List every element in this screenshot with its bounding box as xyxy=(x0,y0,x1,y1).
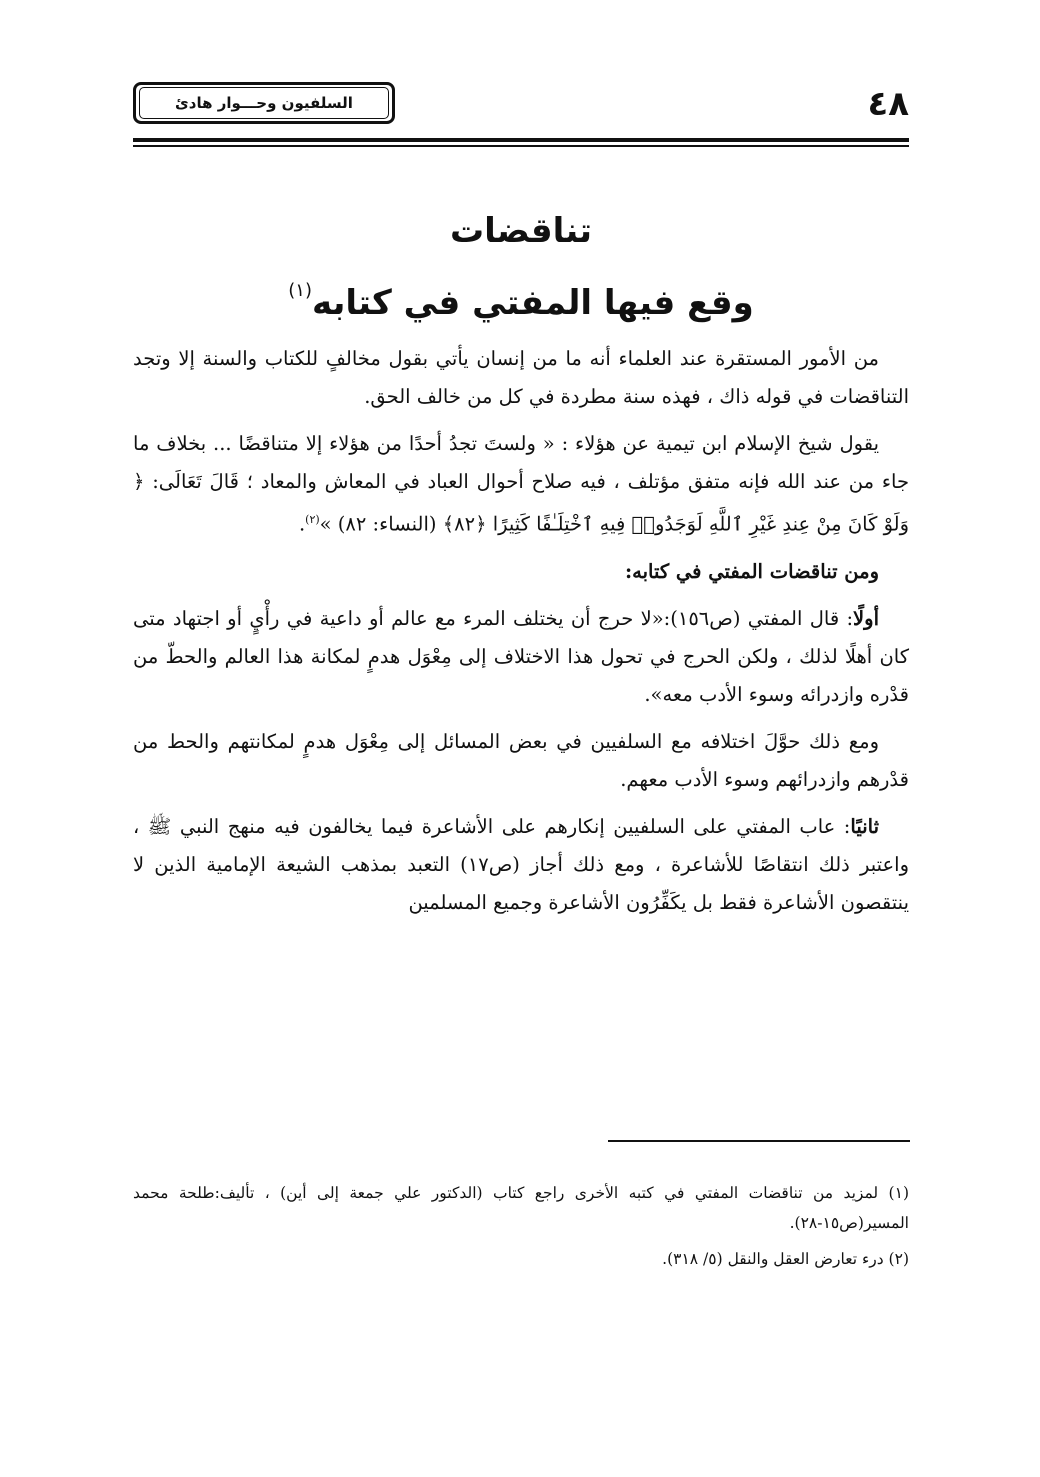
running-title: السلفيون وحـــوار هادئ xyxy=(139,87,389,119)
page-header xyxy=(133,82,909,148)
paragraph-3 xyxy=(133,553,909,591)
chapter-title-line1: تناقضات xyxy=(449,211,593,251)
footnote-2: (٢) درء تعارض العقل والنقل (٥/ ٣١٨). xyxy=(662,1250,909,1268)
point-two-text: : عاب المفتي على السلفيين إنكارهم على الأشاعرة فيما يخالفون فيه منهج النبي ﷺ ، واعتبر ذلك انتقاصًا للأشاعرة ، ومع ذلك أجاز (ص١٧) التعبد بمذهب الشيعة الإمامية الذين لا ينتقصون الأشاعرة فقط بل يكَفِّرُون الأشاعرة وجميع المسلمين xyxy=(133,814,909,914)
main-text xyxy=(133,340,909,931)
footnote-1: (١) لمزيد من تناقضات المفتي في كتبه الأخرى راجع كتاب (الدكتور علي جمعة إلى أين) ، تأليف:طلحة محمد المسير(ص١٥-٢٨). xyxy=(133,1184,909,1232)
paragraph-6 xyxy=(133,808,909,922)
verse-reference: (النساء: ٨٢) » xyxy=(319,512,437,536)
footnote-separator xyxy=(608,1140,910,1142)
footnote-ref-1: (١) xyxy=(288,280,312,301)
paragraph-5: ومع ذلك حوَّلَ اختلافه مع السلفيين في بعض المسائل إلى مِعْوَل هدمٍ لمكانتهم والحط من قدْرهم وازدرائهم وسوء الأدب معهم. xyxy=(133,729,909,791)
section-subheading: ومن تناقضات المفتي في كتابه: xyxy=(624,559,879,583)
point-one-label: أولًا xyxy=(853,606,879,630)
point-one-text: : قال المفتي (ص١٥٦):«لا حرج أن يختلف المرء مع عالم أو داعية في رأْيٍ أو اجتهاد متى كان أهلًا لذلك ، ولكن الحرج في تحول هذا الاختلاف إلى مِعْوَل هدمٍ لمكانة هذا العالم والحطّ من قدْره وازدرائه وسوء الأدب معه». xyxy=(133,606,909,706)
paragraph-1: من الأمور المستقرة عند العلماء أنه ما من إنسان يأتي بقول مخالفٍ للكتاب والسنة إلا وتجد التناقضات في قوله ذاك ، فهذه سنة مطردة في كل من خالف الحق. xyxy=(133,347,909,408)
running-title-box xyxy=(133,82,395,124)
paragraph-2-text: يقول شيخ الإسلام ابن تيمية عن هؤلاء : « ولستَ تجدُ أحدًا من هؤلاء إلا متناقضًا ... بخلاف ما جاء من عند الله فإنه متفق مؤتلف ، فيه صلاح أحوال العباد في المعاش والمعاد ؛ قَالَ تَعَالَى: xyxy=(133,432,910,493)
paragraph-2: يقول شيخ الإسلام ابن تيمية عن هؤلاء : « ولستَ تجدُ أحدًا من هؤلاء إلا متناقضًا ... بخلاف ما جاء من عند الله فإنه متفق مؤتلف ، فيه صلاح أحوال العباد في المعاش والمعاد ؛ قَالَ تَعَالَى: ﴿ وَلَوْ كَانَ مِنْ عِندِ غَيْرِ ٱللَّهِ لَوَجَدُوا۟ فِيهِ ٱخْتِلَـٰفًا كَثِيرًا ﴿٨٢﴾ (النساء: ٨٢) »$^{(٢)}$. xyxy=(133,432,910,536)
point-two-label: ثانيًا xyxy=(850,814,879,838)
chapter-title-text: وقع فيها المفتي في كتابه xyxy=(311,283,754,323)
footnote-ref-2: (٢) xyxy=(305,513,320,526)
quran-verse: ﴿ وَلَوْ كَانَ مِنْ عِندِ غَيْرِ ٱللَّهِ لَوَجَدُوا۟ فِيهِ ٱخْتِلَـٰفًا كَثِيرًا ﴿٨٢﴾ xyxy=(133,470,909,536)
page-number: ٤٨ xyxy=(867,84,909,124)
header-rule-thick xyxy=(133,138,909,142)
footnotes xyxy=(133,1178,909,1280)
header-rule-thin xyxy=(133,145,909,147)
paragraph-4 xyxy=(133,600,909,714)
chapter-title-line2 xyxy=(133,268,909,326)
